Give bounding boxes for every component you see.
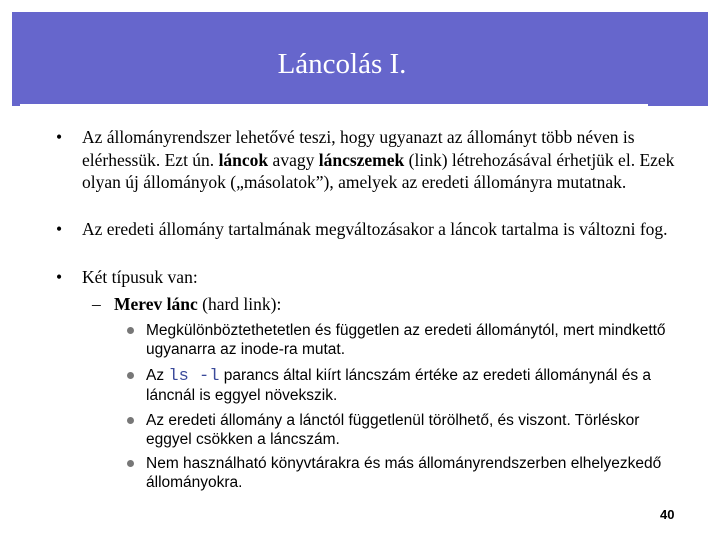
bullet-text [82, 126, 696, 194]
dash-marker: – [92, 294, 101, 314]
detail-item [127, 454, 687, 492]
bullet-text: Az eredeti állomány tartalmának megváltozásakor a láncok tartalma is változni fog. [82, 219, 668, 239]
bullet-marker: • [56, 219, 63, 239]
detail-text: Az eredeti állomány a lánctól függetlenül törölhető, és viszont. Törléskor eggyel csökken a láncszám. [146, 412, 640, 448]
bullet-marker: • [56, 127, 63, 147]
detail-text-part: Az [146, 367, 169, 384]
bullet-text: Két típusuk van: [82, 267, 198, 287]
detail-text: Nem használható könyvtárakra és más állományrendszerben elhelyezkedő állományokra. [146, 455, 662, 491]
dot-bullet-icon [127, 417, 134, 424]
command-code: ls -l [168, 367, 220, 386]
detail-item [127, 366, 687, 405]
bullet-item [56, 126, 696, 194]
sub-bullet-rest: (hard link): [197, 294, 282, 314]
bullet-marker: • [56, 267, 63, 287]
term-merev-lanc: Merev lánc [114, 294, 198, 314]
detail-text-part: parancs által kiírt láncszám értéke az eredeti állománynál és a láncnál is eggyel növekszik. [146, 367, 652, 404]
term-lancszemek: láncszemek [318, 149, 405, 170]
bullet-text-part: (link) létrehozásával érhetjük el. Ezek olyan új állományok („másolatok”), amelyek az eredeti állományra mutatnak. [82, 149, 675, 192]
page-number: 40 [660, 507, 675, 522]
sub-bullet-text [114, 293, 692, 316]
dot-bullet-icon [127, 372, 134, 379]
dot-bullet-icon [127, 327, 134, 334]
detail-item [127, 411, 687, 449]
slide-title: Láncolás I. [277, 48, 407, 80]
sub-bullet-item [92, 293, 692, 316]
bullet-text-part: Az állományrendszer lehetővé teszi, hogy ugyanazt az állományt több néven is elérhessük. Ezt ún. [82, 127, 635, 170]
bullet-item [56, 266, 696, 289]
detail-text: Megkülönböztethetetlen és független az eredeti állománytól, mert mindkettő ugyanarra az inode-ra mutat. [146, 322, 666, 358]
dot-bullet-icon [127, 460, 134, 467]
bullet-text-part: avagy [268, 149, 319, 170]
term-lancok: láncok [218, 149, 269, 170]
detail-text [146, 366, 687, 405]
detail-item [127, 321, 687, 359]
bullet-item [56, 218, 696, 241]
